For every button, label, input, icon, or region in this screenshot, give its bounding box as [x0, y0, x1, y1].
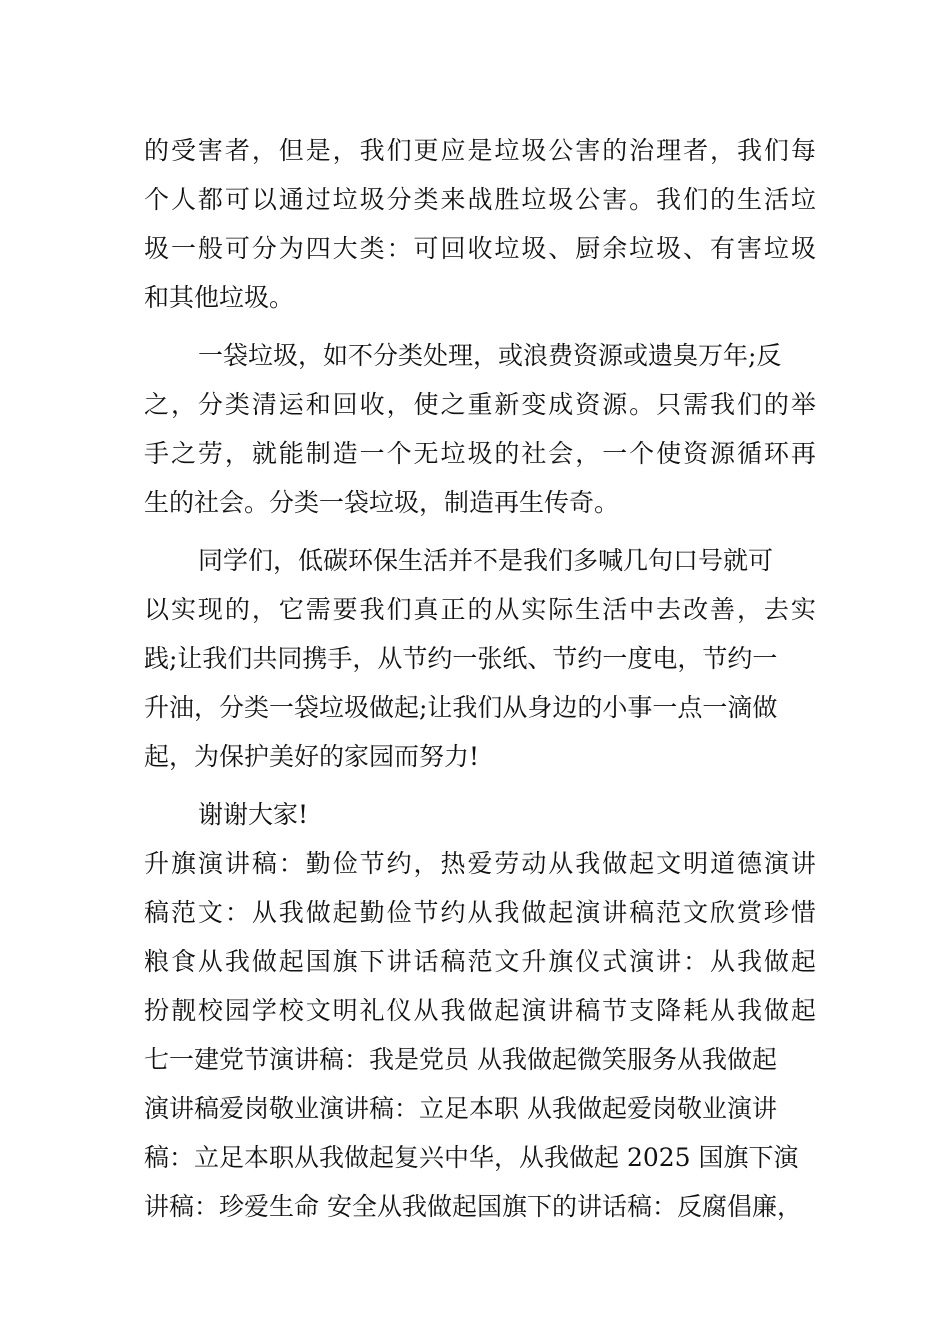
text-line: 讲稿：珍爱生命 安全从我做起国旗下的讲话稿：反腐倡廉， — [144, 1192, 802, 1221]
text-line: 稿：立足本职从我做起复兴中华，从我做起 2025 国旗下演 — [144, 1143, 799, 1172]
text-line: 七一建党节演讲稿：我是党员 从我做起微笑服务从我做起 — [144, 1045, 777, 1074]
paragraph-5 — [144, 839, 816, 1231]
text-line: 手 之 劳 ， 就 能 制 造 一 个 无 垃 圾 的 社 会 ， 一 个 使 资 源 循 环 再 — [144, 439, 816, 468]
text-line: 践;让我们共同携手，从节约一张纸、节约一度电，节约一 — [144, 644, 778, 673]
text-line: 升 旗 演 讲 稿 ： 勤 俭 节 约 ， 热 爱 劳 动 从 我 做 起 文 明 道 德 演 讲 — [144, 849, 816, 878]
text-line: 之 ， 分 类 清 运 和 回 收 ， 使 之 重 新 变 成 资 源 。 只 需 我 们 的 举 — [144, 390, 816, 419]
paragraph-4 — [144, 790, 816, 839]
text-line: 一袋垃圾，如不分类处理，或浪费资源或遗臭万年;反 — [198, 341, 782, 370]
text-line: 稿 范 文 ： 从 我 做 起 勤 俭 节 约 从 我 做 起 演 讲 稿 范 文 欣 赏 珍 惜 — [144, 898, 816, 927]
text-line: 个 人 都 可 以 通 过 垃 圾 分 类 来 战 胜 垃 圾 公 害 。 我 们 的 生 活 垃 — [144, 185, 816, 214]
document-body — [144, 126, 816, 1231]
text-line: 圾 一 般 可 分 为 四 大 类 ： 可 回 收 垃 圾 、 厨 余 垃 圾 、 有 害 垃 圾 — [144, 234, 816, 263]
text-line: 粮 食 从 我 做 起 国 旗 下 讲 话 稿 范 文 升 旗 仪 式 演 讲 ： 从 我 做 起 — [144, 947, 816, 976]
paragraph-2 — [144, 331, 816, 527]
text-line: 演讲稿爱岗敬业演讲稿：立足本职 从我做起爱岗敬业演讲 — [144, 1094, 777, 1123]
text-line: 同学们，低碳环保生活并不是我们多喊几句口号就可 — [198, 546, 774, 575]
text-line: 以 实 现 的 ， 它 需 要 我 们 真 正 的 从 实 际 生 活 中 去 改 善 ， 去 实 — [144, 595, 816, 624]
text-line: 谢谢大家! — [198, 800, 309, 829]
paragraph-3 — [144, 536, 816, 781]
text-line: 生的社会。分类一袋垃圾，制造再生传奇。 — [144, 488, 620, 517]
text-line: 的 受 害 者 ， 但 是 ， 我 们 更 应 是 垃 圾 公 害 的 治 理 者 ， 我 们 每 — [144, 136, 816, 165]
text-line: 和其他垃圾。 — [144, 283, 295, 312]
text-line: 扮 靓 校 园 学 校 文 明 礼 仪 从 我 做 起 演 讲 稿 节 支 降 耗 从 我 做 起 — [144, 996, 816, 1025]
paragraph-1 — [144, 126, 816, 322]
text-line: 起，为保护美好的家园而努力! — [144, 742, 480, 771]
text-line: 升油，分类一袋垃圾做起;让我们从身边的小事一点一滴做 — [144, 693, 778, 722]
